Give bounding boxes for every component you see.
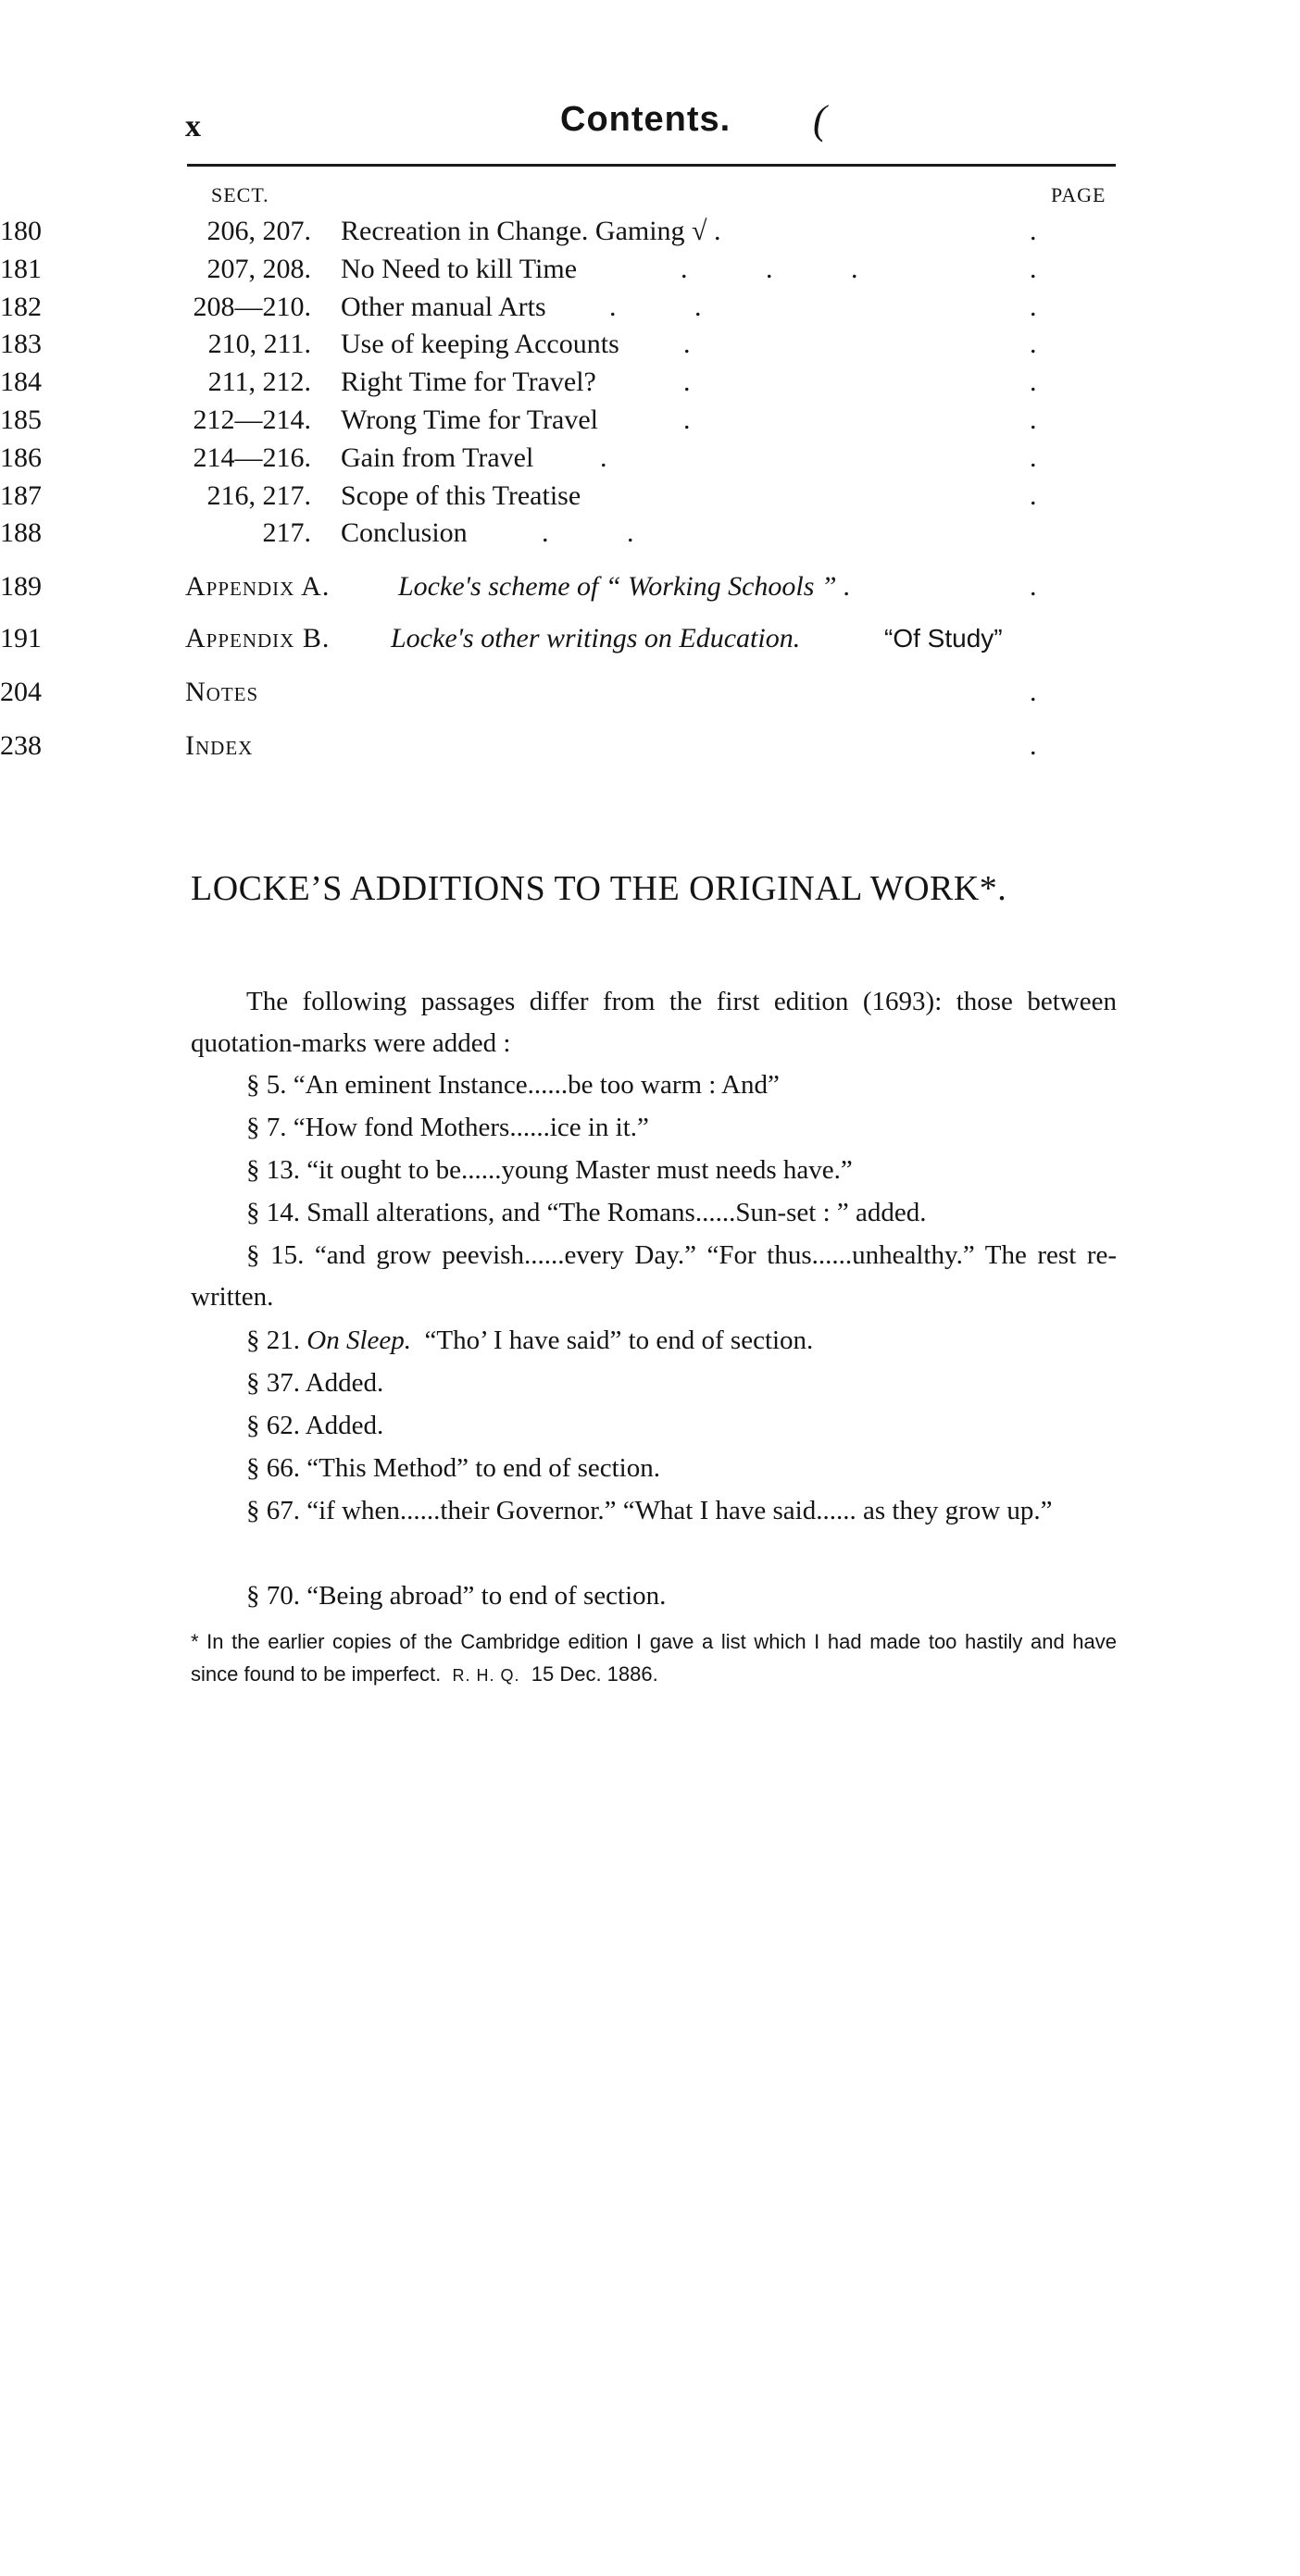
section-mark: § 66.	[246, 1453, 300, 1483]
entry-title: Right Time for Travel?	[341, 367, 596, 398]
footnote	[191, 1625, 1117, 1692]
leader-dot: .	[1030, 677, 1037, 707]
leader-dots: . .	[542, 517, 638, 549]
section-range: 217.	[262, 517, 311, 549]
appendix-a-row	[0, 566, 1300, 607]
addition-text: Small alterations, and “The Romans......Sun-set : ” added.	[306, 1198, 927, 1227]
addition-text: “Being abroad” to end of section.	[306, 1581, 667, 1611]
index-label: Index	[185, 730, 254, 761]
leader-dots: . .	[609, 291, 706, 322]
section-mark: § 15.	[246, 1240, 305, 1270]
section-range: 214—216.	[193, 442, 311, 473]
leader-dot: .	[1030, 730, 1037, 761]
column-head-sect: SECT.	[211, 183, 269, 206]
addition-text: Added.	[305, 1411, 384, 1440]
contents-row	[0, 326, 1300, 364]
addition-item	[191, 1064, 1117, 1106]
section-range: 206, 207.	[206, 216, 311, 246]
appendix-page: 191	[0, 623, 42, 653]
leader-dot: .	[1030, 367, 1037, 398]
page-number: x	[185, 109, 201, 143]
entry-title: Use of keeping Accounts	[341, 329, 619, 360]
section-heading: LOCKE’S ADDITIONS TO THE ORIGINAL WORK*.	[191, 869, 1007, 908]
contents-row	[0, 213, 1300, 251]
leader-dots: .	[683, 404, 694, 435]
leader-dots: . . .	[681, 253, 862, 284]
addition-text: “it ought to be......young Master must needs have.”	[306, 1155, 853, 1185]
running-title: Contents.	[560, 100, 731, 139]
entry-page: 183	[0, 329, 42, 360]
addition-text: “if when......their Governor.” “What I have said...... as they grow up.”	[306, 1496, 1053, 1525]
footnote-date: 15 Dec. 1886.	[531, 1662, 658, 1686]
entry-page: 182	[0, 291, 42, 322]
entry-title: Scope of this Treatise	[341, 479, 581, 511]
addition-text: “How fond Mothers......ice in it.”	[293, 1113, 649, 1142]
addition-item	[191, 1448, 1117, 1489]
leader-dot: .	[1030, 329, 1037, 360]
leader-dot: .	[1030, 442, 1037, 473]
appendix-b-row	[0, 618, 1300, 659]
addition-item	[191, 1575, 1117, 1617]
contents-row	[0, 402, 1300, 440]
index-row	[0, 726, 1300, 766]
addition-item	[191, 1192, 1117, 1234]
intro-paragraph: The following passages differ from the first edition (1693): those between quotation-marks were added :	[191, 987, 1117, 1058]
addition-italic: On Sleep.	[306, 1325, 411, 1355]
addition-text: “Tho’ I have said” to end of section.	[424, 1325, 814, 1355]
entry-title: Gain from Travel	[341, 442, 534, 473]
addition-item	[191, 1107, 1117, 1149]
notes-row	[0, 672, 1300, 713]
entry-page: 186	[0, 442, 42, 473]
appendix-desc: Locke's scheme of “ Working Schools ” .	[398, 571, 851, 602]
addition-item	[191, 1235, 1117, 1318]
section-range: 208—210.	[193, 291, 311, 322]
entry-page: 184	[0, 367, 42, 398]
notes-page: 204	[0, 677, 42, 707]
leader-dots: .	[683, 329, 694, 360]
section-range: 211, 212.	[207, 367, 311, 398]
entry-page: 185	[0, 404, 42, 435]
leader-dot: .	[1030, 291, 1037, 322]
section-mark: § 62.	[246, 1411, 300, 1440]
leader-dot: .	[1030, 571, 1037, 602]
entry-page: 187	[0, 479, 42, 511]
addition-text: Added.	[305, 1368, 384, 1398]
contents-row	[0, 440, 1300, 478]
entry-title: Conclusion	[341, 517, 468, 549]
handwritten-mark: (	[813, 97, 827, 143]
appendix-label: Appendix A.	[185, 571, 331, 602]
contents-row	[0, 251, 1300, 289]
addition-text: “This Method” to end of section.	[306, 1453, 660, 1483]
section-mark: § 67.	[246, 1496, 300, 1525]
leader-dot: .	[1030, 253, 1037, 284]
column-head-page: PAGE	[1051, 183, 1106, 206]
addition-text: “and grow peevish......every Day.” “For thus......unhealthy.” The rest re-written.	[191, 1240, 1118, 1312]
addition-text: “An eminent Instance......be too warm : And”	[293, 1070, 780, 1100]
entry-title: Other manual Arts	[341, 291, 546, 322]
section-range: 212—214.	[193, 404, 311, 435]
appendix-desc: Locke's other writings on Education.	[391, 623, 801, 653]
section-mark: § 5.	[246, 1070, 287, 1100]
appendix-label: Appendix B.	[185, 623, 331, 653]
addition-item	[191, 1150, 1117, 1191]
contents-row	[0, 364, 1300, 402]
index-page: 238	[0, 730, 42, 761]
entry-page: 181	[0, 253, 42, 284]
leader-dots: .	[683, 367, 694, 398]
header-rule	[187, 164, 1116, 167]
section-mark: § 70.	[246, 1581, 300, 1611]
entry-page: 180	[0, 216, 42, 246]
addition-item	[191, 1405, 1117, 1447]
leader-dot: .	[1030, 404, 1037, 435]
addition-item	[191, 1490, 1117, 1532]
entry-page: 188	[0, 517, 42, 549]
addition-item	[191, 1320, 1117, 1362]
appendix-page: 189	[0, 571, 42, 602]
leader-dot: .	[1030, 479, 1037, 511]
section-range: 210, 211.	[207, 329, 311, 360]
entry-title: Wrong Time for Travel	[341, 404, 598, 435]
notes-label: Notes	[185, 677, 259, 707]
contents-row	[0, 478, 1300, 516]
contents-list	[0, 213, 1300, 553]
contents-row	[0, 289, 1300, 327]
section-range: 216, 217.	[206, 479, 311, 511]
entry-title: Recreation in Change. Gaming √ .	[341, 216, 721, 246]
section-range: 207, 208.	[206, 253, 311, 284]
section-mark: § 13.	[246, 1155, 300, 1185]
contents-row	[0, 515, 1300, 553]
appendix-extra: “Of Study”	[884, 624, 1003, 653]
footnote-signature: R. H. Q.	[452, 1666, 520, 1685]
section-mark: § 7.	[246, 1113, 287, 1142]
section-mark: § 21.	[246, 1325, 300, 1355]
footnote-text: * In the earlier copies of the Cambridge edition I gave a list which I had made too hastily and have since found to be imperfect.	[191, 1630, 1117, 1686]
section-mark: § 37.	[246, 1368, 300, 1398]
entry-title: No Need to kill Time	[341, 253, 578, 284]
leader-dots: .	[600, 442, 611, 473]
addition-item	[191, 1363, 1117, 1404]
leader-dot: .	[1030, 216, 1037, 246]
section-mark: § 14.	[246, 1198, 300, 1227]
